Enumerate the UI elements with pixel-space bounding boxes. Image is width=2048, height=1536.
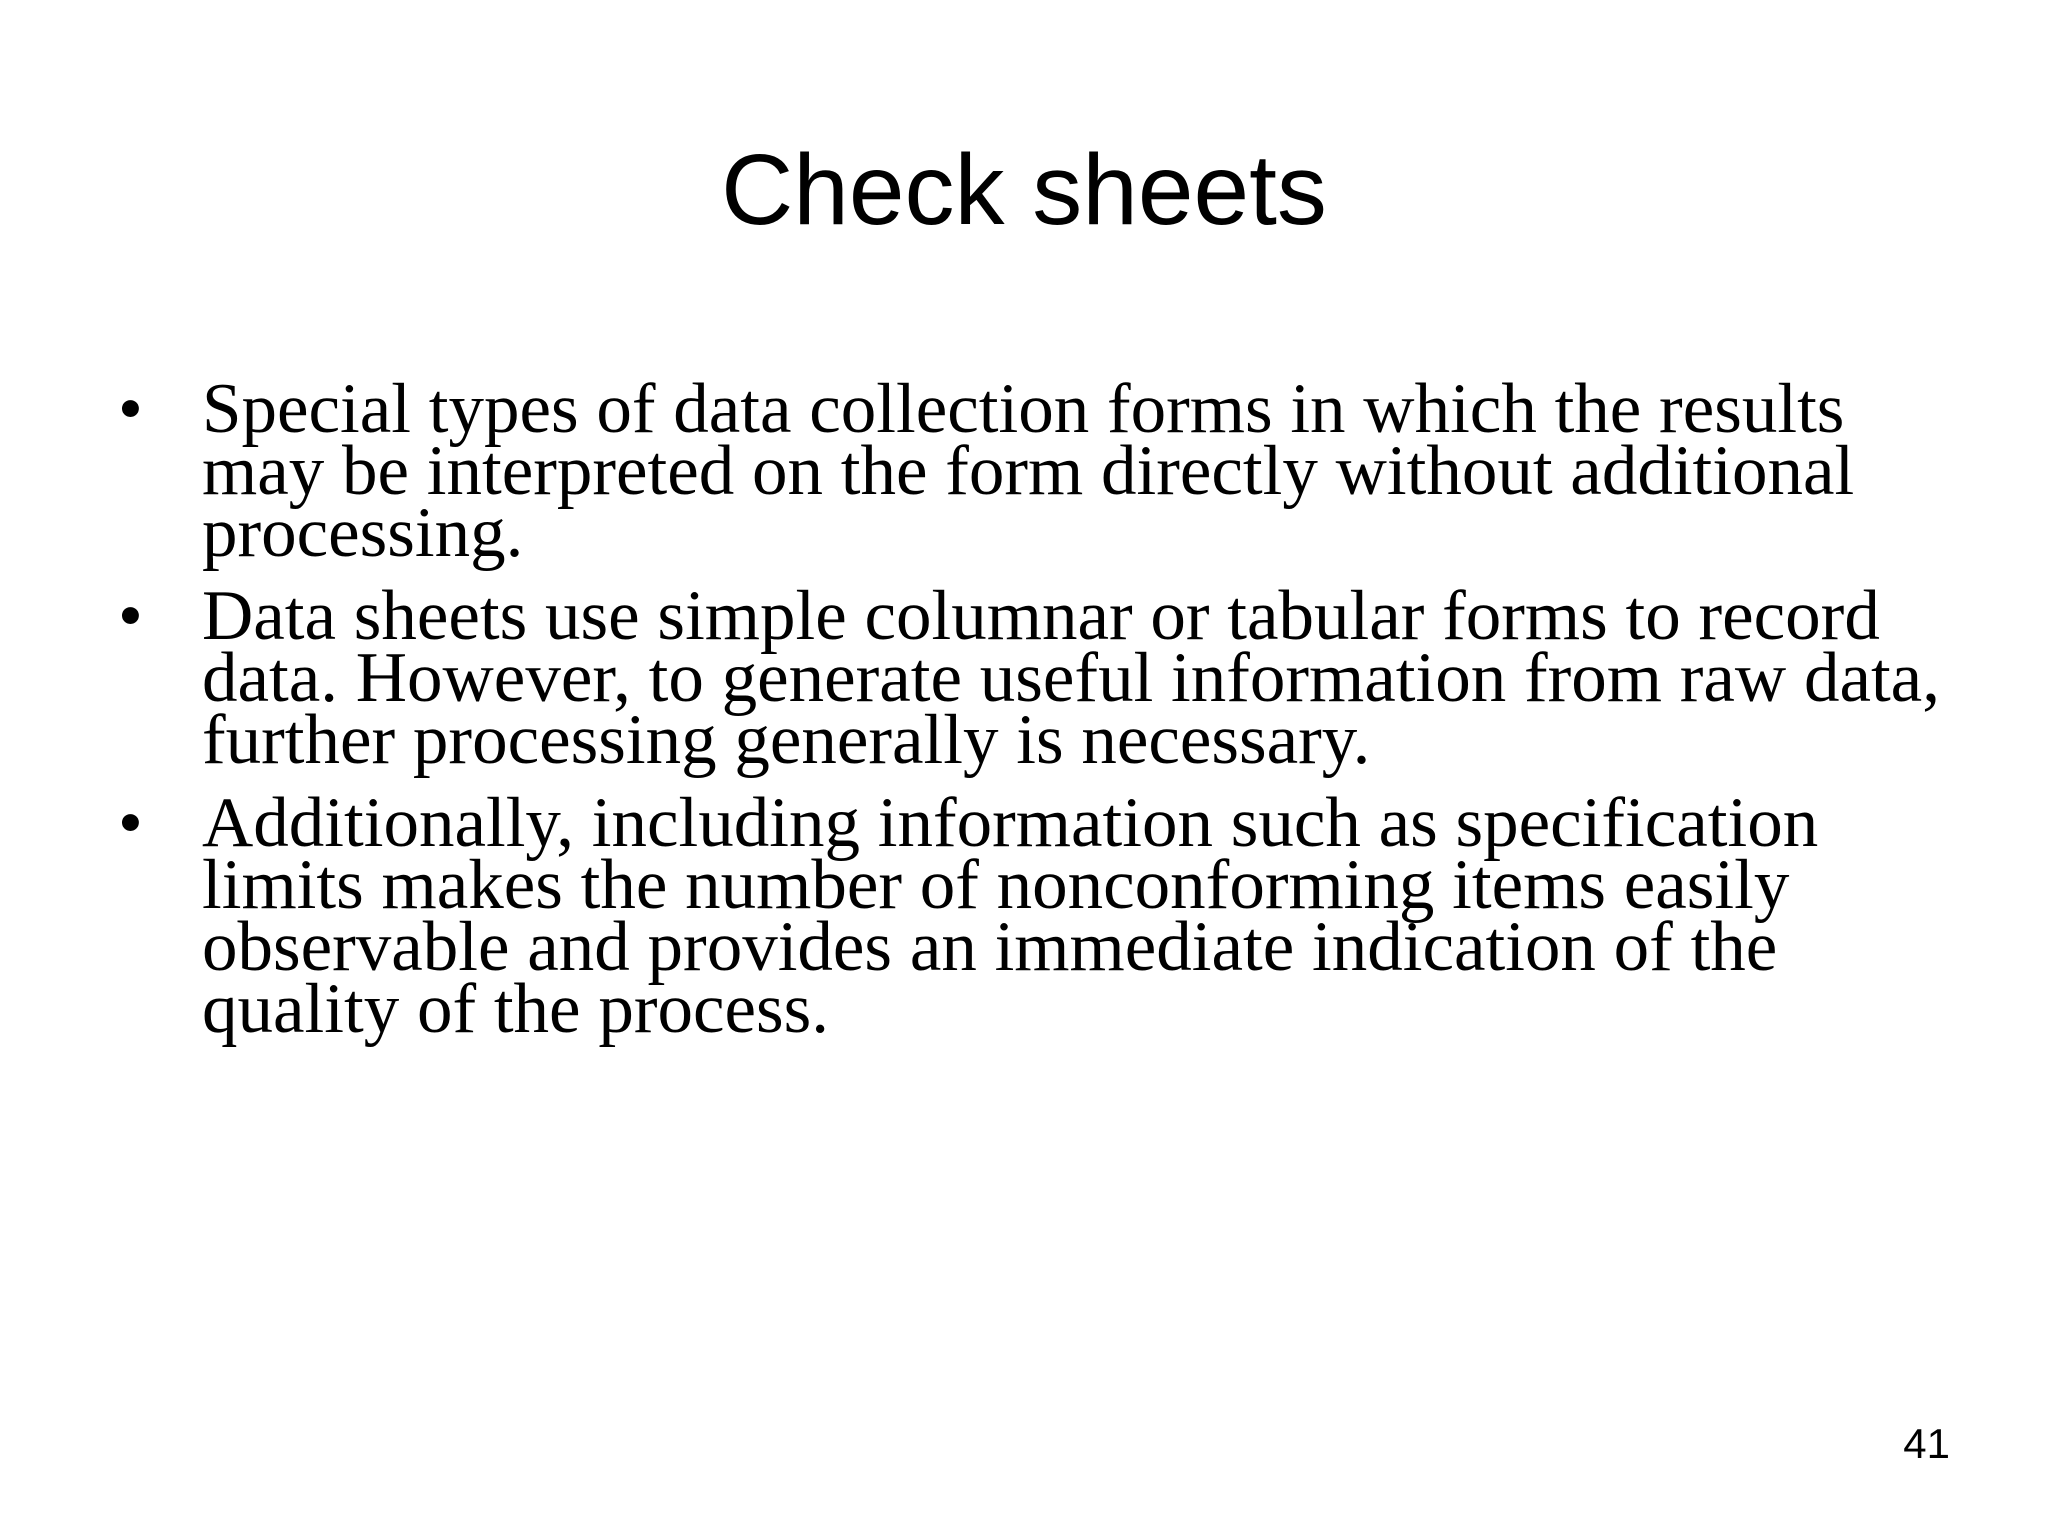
bullet-list bbox=[118, 370, 1978, 1061]
bullet-item bbox=[118, 370, 1978, 572]
bullet-icon: • bbox=[118, 577, 143, 655]
bullet-text: Additionally, including information such as specification limits makes the number of nonconforming items easily observable and provides an immediate indication of the quality of the process. bbox=[202, 784, 1819, 1048]
slide-title: Check sheets bbox=[721, 134, 1327, 246]
bullet-text: Data sheets use simple columnar or tabular forms to record data. However, to generate useful information from raw data, further processing generally is necessary. bbox=[202, 577, 1940, 779]
page-number: 41 bbox=[1903, 1420, 1950, 1467]
bullet-text: Special types of data collection forms in which the results may be interpreted on the form directly without additional processing. bbox=[202, 370, 1855, 572]
bullet-icon: • bbox=[118, 370, 143, 448]
bullet-item bbox=[118, 577, 1978, 779]
bullet-item bbox=[118, 784, 1978, 1048]
bullet-icon: • bbox=[118, 784, 143, 862]
